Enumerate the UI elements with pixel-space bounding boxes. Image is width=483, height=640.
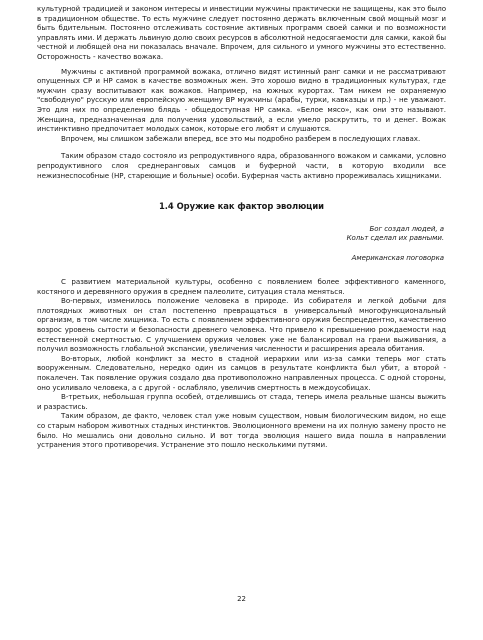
paragraph-1: культурной традицией и законом интересы и инвестиции мужчины практически не защищены, как это было в традиционном обществе. То есть мужчине следует постоянно держать включенным свой мощный мозг и быть бдительным. Постоянно отслеживать состояние активных программ своей самки и по возможности управлять ими. И держать львиную долю своих ресурсов в абсолютной недосягаемости для самки, какой бы честной и любящей она ни показалась вначале. Впрочем, для сильного и умного мужчины это естественно. Осторожность - качество вожака. — [37, 4, 446, 61]
paragraph-3: Впрочем, мы слишком забежали вперед, все это мы подробно разберем в последующих главах. — [61, 133, 421, 143]
paragraph-4: Таким образом стадо состояло из репродуктивного ядра, образованного вожаком и самками, условно репродуктивного слоя среднеранговых самцов и буферной части, в которую входили все нежизнеспособные (НР, стареющие и больные) особи. Буферная часть активно прореживалась хищниками. — [37, 151, 446, 180]
paragraph-7: Во-вторых, любой конфликт за место в стадной иерархии или из-за самки теперь мог стать вооруженным. Следовательно, нередко один из самцов в результате конфликта был убит, а второй - покалечен. Так появление оружия создало два противоположно направленных процесса. С одной стороны, оно усиливало человека, а с другой - ослабляло, увеличив смертность в междоусобицах. — [37, 353, 446, 392]
epigraph-line-1: Бог создал людей, а — [369, 225, 444, 234]
paragraph-6: Во-первых, изменилось положение человека в природе. Из собирателя и легкой добычи для плотоядных животных он стал постепенно превращаться в универсальный многофункциональный организм, в том числе хищника. То есть с появлением эффективного оружия беспрецедентно, качественно возрос уровень сытости и безопасности древнего человека. Что привело к превышению рождаемости над естественной смертностью. С улучшением оружия человек уже не балансировал на грани выживания, а получил возможность глобальной экспансии, увеличения численности и расширения ареала обитания. — [37, 296, 446, 354]
epigraph-source: Американская поговорка — [351, 254, 444, 263]
page-number: 22 — [237, 595, 246, 603]
paragraph-5: С развитием материальной культуры, особенно с появлением более эффективного каменного, костяного и деревянного оружия в среднем палеолите, ситуация стала меняться. — [37, 277, 446, 296]
paragraph-2: Мужчины с активной программой вожака, отлично видят истинный ранг самки и не рассматривают опущенных СР и НР самок в качестве возможных жен. Это хорошо видно в традиционных культурах, где мужчин сразу воспитывают как вожаков. Например, на южных курортах. Там никем не охраняемую "свободную" русскую или европейскую женщину ВР мужчины (арабы, турки, кавказцы и пр.) - не уважают. Это для них по определению блядь - общедоступная НР самка. «Белое мясо», как они это называют. Женщина, предназначенная для получения удовольствий, а если умело раскрутить, то и денег. Вожак инстинктивно предпочитает молодых самок, которые его любят и слушаются. — [37, 66, 446, 134]
paragraph-9: Таким образом, де факто, человек стал уже новым существом, новым биологическим видом, но еще со старым набором животных стадных инстинктов. Эволюционного времени на их полную замену просто не было. Но мешались они довольно сильно. И вот тогда эволюция нашего вида пошла в направлении устранения этого противоречия. Устранение это пошло несколькими путями. — [37, 411, 446, 450]
paragraph-8: В-третьих, небольшая группа особей, отделившись от стада, теперь имела реальные шансы выжить и разрастись. — [37, 392, 446, 411]
epigraph-line-2: Кольт сделал их равными. — [346, 234, 444, 243]
section-heading: 1.4 Оружие как фактор эволюции — [159, 201, 324, 212]
